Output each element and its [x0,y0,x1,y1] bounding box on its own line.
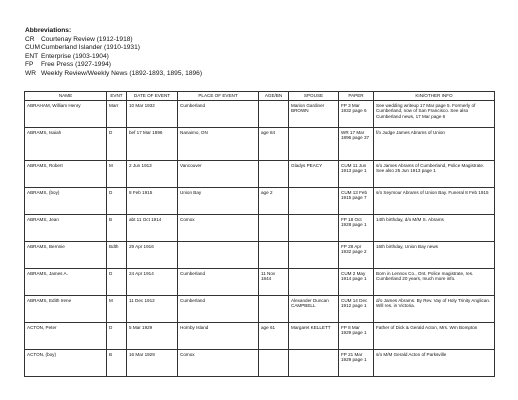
cell-age: 11 Nov 1844 [259,269,289,296]
abbreviation-meaning: Weekly Review/Weekly News (1892-1893, 1895, 1896) [41,69,203,77]
cell-date: bef 17 Mar 1896 [127,128,178,161]
cell-name: ACTON, Peter [25,323,107,350]
records-table [24,91,495,377]
cell-name: ABRAMS, Edith Irene [25,296,107,323]
cell-info: d/o James Abrams. By Rev. Vay of Holy Trinity Anglican. Will res. in Victoria. [374,296,495,323]
cell-spouse [289,128,339,161]
cell-spouse [289,215,339,242]
cell-info: See wedding writeup 17 Mar page 5. Formerly of Cumberland, now of San Francisco. See also Cumberland news, 17 Mar page 6 [374,101,495,128]
table-row [25,296,495,323]
cell-evnt: M [107,161,127,188]
cell-evnt: Marr [107,101,127,128]
cell-date: 8 Feb 1915 [127,188,178,215]
column-header-paper: PAPER [339,92,374,101]
cell-spouse: Gladys PEACY [289,161,339,188]
cell-name: ABRAHAM, William Henry [25,101,107,128]
abbreviation-meaning: Free Press (1927-1994) [41,61,112,69]
abbreviation-item [25,44,202,53]
cell-evnt: B [107,215,127,242]
cell-paper: FP 3 Mar 1932 page 6 [339,101,374,128]
cell-paper: CUM 2 May 1914 page 1 [339,269,374,296]
cell-age [259,350,289,377]
cell-age [259,296,289,323]
cell-info: s/o M/M Gerald Acton of Parksville [374,350,495,377]
cell-date: 5 Mar 1929 [127,323,178,350]
cell-spouse [289,242,339,269]
abbreviation-meaning: Enterprise (1903-1904) [41,52,109,60]
cell-place: Nanaimo, ON [178,128,259,161]
cell-place: Comox [178,350,259,377]
cell-place: Hornby Island [178,323,259,350]
table-row [25,161,495,188]
cell-paper: FP 18 Oct 1928 page 1 [339,215,374,242]
cell-evnt: D [107,323,127,350]
table-row [25,101,495,128]
cell-paper: CUM 14 Dec 1912 page 1 [339,296,374,323]
abbreviations-title: Abbreviations: [25,27,72,34]
cell-paper: CUM 11 Jun 1913 page 1 [339,161,374,188]
cell-place: Union Bay [178,188,259,215]
cell-age: age 61 [259,323,289,350]
cell-date: abt 11 Oct 1914 [127,215,178,242]
abbreviation-item [25,53,202,62]
cell-paper: CUM 13 Feb 1915 page 7 [339,188,374,215]
cell-info: Father of Dick & Gerald Acton, Mrs. Wm Bompton [374,323,495,350]
abbreviation-item [25,61,202,70]
cell-place: Cumberland [178,296,259,323]
cell-paper: FP 21 Mar 1929 page 1 [339,350,374,377]
abbreviation-code: ENT [25,52,39,60]
cell-evnt: M [107,296,127,323]
cell-info: s/o Seymour Abrams of Union Bay. Funeral 8 Feb 1915 [374,188,495,215]
abbreviations-block [25,27,202,79]
abbreviation-code: CR [25,35,35,43]
cell-evnt: D [107,128,127,161]
table-row [25,128,495,161]
column-header-info: KIN/OTHER INFO [374,92,495,101]
column-header-name: NAME [25,92,107,101]
cell-place [178,242,259,269]
cell-spouse [289,188,339,215]
table-row [25,269,495,296]
cell-name: ABRAMS, Jean [25,215,107,242]
table-header-row [25,92,495,101]
cell-evnt: D [107,188,127,215]
cell-spouse: Margaret KELLETT [289,323,339,350]
abbreviation-meaning: Cumberland Islander (1910-1931) [41,44,140,52]
cell-name: ABRAMS, Robert [25,161,107,188]
table-row [25,188,495,215]
cell-evnt: Bdth [107,242,127,269]
cell-date: 16 Mar 1929 [127,350,178,377]
table-row [25,242,495,269]
cell-date: 29 Apr 1916 [127,242,178,269]
cell-age [259,242,289,269]
abbreviation-code: FP [25,61,34,69]
table-row [25,215,495,242]
cell-spouse [289,269,339,296]
cell-place: Comox [178,215,259,242]
cell-spouse [289,350,339,377]
cell-info: Born in Lennox Co., Ont. Police magistrate, res. Cumberland 20 years, much more info. [374,269,495,296]
cell-paper: WR 17 Mar 1896 page 37 [339,128,374,161]
cell-age: age 2 [259,188,289,215]
abbreviation-item [25,36,202,45]
cell-age [259,101,289,128]
column-header-spouse: SPOUSE [289,92,339,101]
cell-age [259,161,289,188]
cell-date: 2 Jun 1913 [127,161,178,188]
abbreviation-code: WR [25,69,36,77]
cell-name: ABRAMS, (boy) [25,188,107,215]
cell-spouse: Marion Gardiner BROWN [289,101,339,128]
cell-paper: FP 28 Apr 1932 page 2 [339,242,374,269]
cell-place: Cumberland [178,101,259,128]
cell-age: age 84 [259,128,289,161]
cell-spouse: Alexander Duncan CAMPBELL [289,296,339,323]
table-row [25,350,495,377]
cell-place: Cumberland [178,269,259,296]
cell-info: s/o James Abrams of Cumberland, Police Magistrate. See also 25 Jun 1913 page 1 [374,161,495,188]
cell-name: ACTON, (boy) [25,350,107,377]
cell-age [259,215,289,242]
table-row [25,323,495,350]
cell-place: Vancouver [178,161,259,188]
cell-info: 14th birthday, d/o M/M S. Abrams [374,215,495,242]
column-header-place: PLACE OF EVENT [178,92,259,101]
cell-date: 24 Apr 1914 [127,269,178,296]
cell-date: 11 Dec 1912 [127,296,178,323]
cell-name: ABRAMS, James A. [25,269,107,296]
cell-evnt: B [107,350,127,377]
cell-info: f/o Judge James Abrams of Union [374,128,495,161]
cell-evnt: D [107,269,127,296]
cell-name: ABRAMS, Bernnie [25,242,107,269]
abbreviation-code: CUM [25,44,41,52]
column-header-evnt: EVNT [107,92,127,101]
cell-date: 10 Mar 1932 [127,101,178,128]
cell-info: 16th birthday, Union Bay news [374,242,495,269]
column-header-date: DATE OF EVENT [127,92,178,101]
abbreviation-meaning: Courtenay Review (1912-1918) [41,35,133,43]
abbreviation-item [25,70,202,79]
column-header-age: AGE/BN [259,92,289,101]
cell-paper: FP 8 Mar 1929 page 1 [339,323,374,350]
cell-name: ABRAMS, Isaiah [25,128,107,161]
